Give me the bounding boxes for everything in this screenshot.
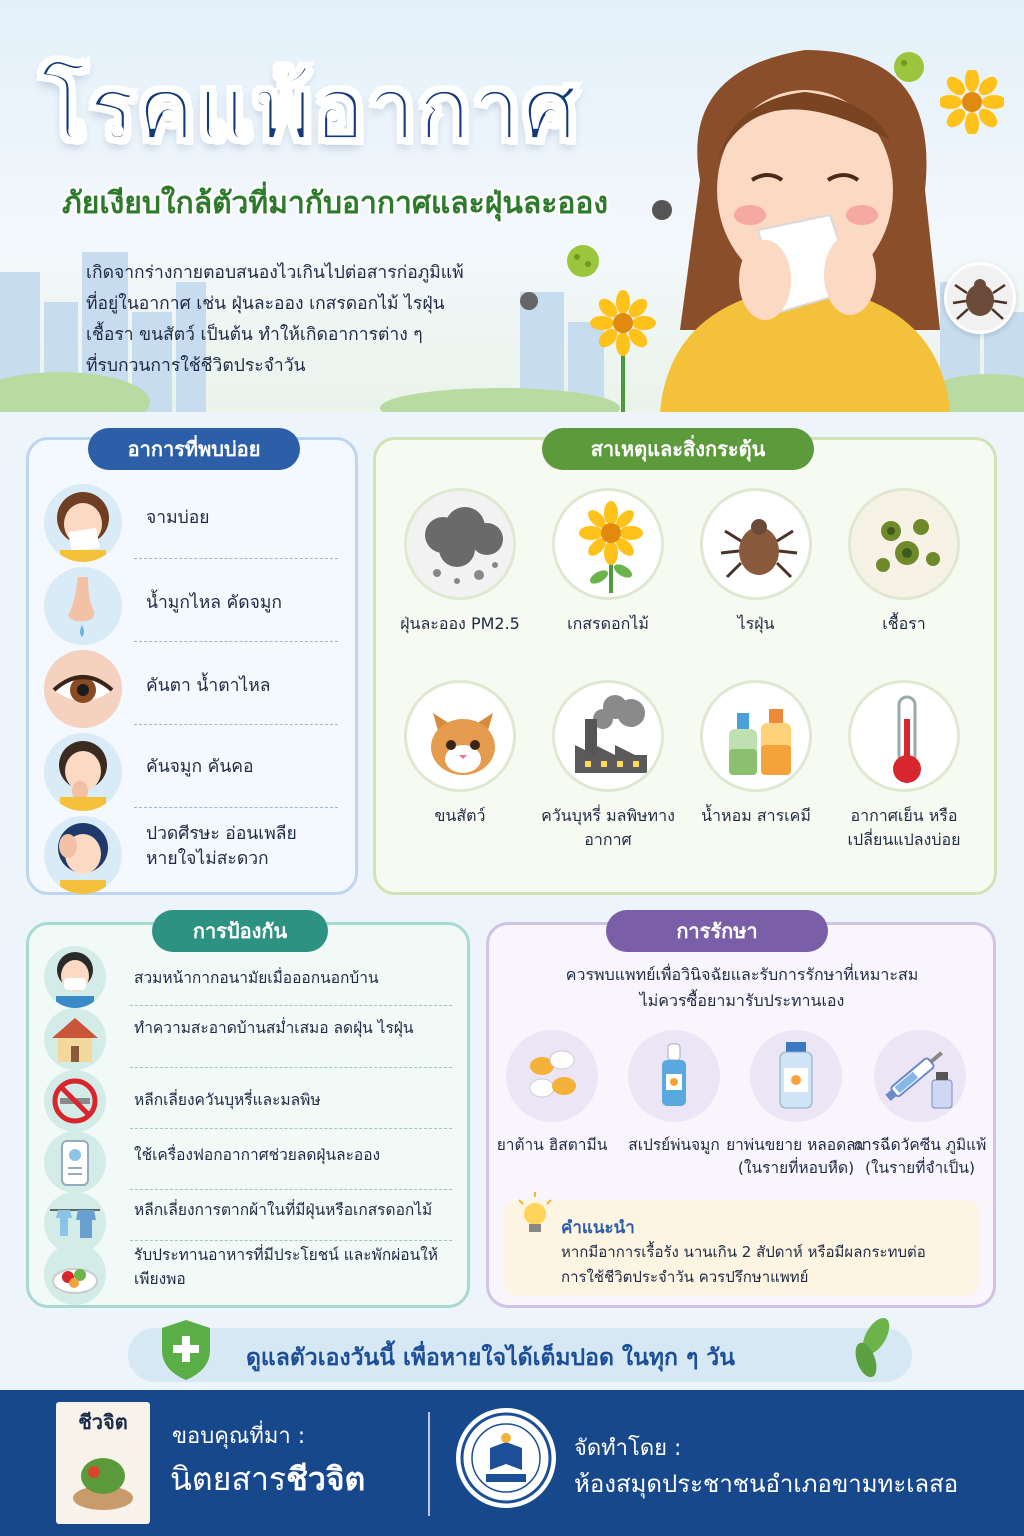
symptom-text: น้ำมูกไหล คัดจมูก: [146, 593, 283, 613]
divider: [130, 1005, 452, 1006]
divider: [134, 558, 338, 559]
sneezing-girl-icon: [44, 484, 122, 562]
perfume-bottles-icon: [700, 680, 812, 792]
treatment-label: สเปรย์พ่นจมูก: [628, 1136, 720, 1154]
thermometer-icon: [848, 680, 960, 792]
magazine-title: ชีวจิต: [78, 1410, 128, 1434]
no-smoking-icon: [44, 1070, 106, 1132]
page-subtitle: ภัยเงียบใกล้ตัวที่มากับอากาศและฝุ่นละออง: [62, 186, 609, 221]
credit-source: [170, 1454, 365, 1505]
treatment-item: [850, 1030, 990, 1180]
advice-title: คำแนะนำ: [561, 1218, 635, 1238]
prevention-text: ทำความสะอาดบ้านสม่ำเสมอ ลดฝุ่น ไรฝุ่น: [134, 1019, 414, 1037]
library-logo: [456, 1408, 556, 1508]
prevention-item: [44, 1070, 456, 1130]
prevention-item: [44, 1243, 456, 1303]
intro-line: เชื้อรา ขนสัตว์ เป็นต้น ทำให้เกิดอาการต่าง ๆ: [86, 325, 423, 345]
divider: [134, 807, 338, 808]
advice-text: [561, 1240, 971, 1290]
prevention-item: [44, 946, 456, 1006]
cause-label: ขนสัตว์: [434, 806, 486, 825]
library-seal-icon: [456, 1408, 556, 1508]
advice-line: การใช้ชีวิตประจำวัน ควรปรึกษาแพทย์: [561, 1268, 809, 1286]
shield-plus-icon: [158, 1318, 214, 1382]
cause-item: [686, 680, 826, 828]
intro-line: เกิดจากร่างกายตอบสนองไวเกินไปต่อสารก่อภูมิแพ้: [86, 263, 464, 283]
organizer-name: ห้องสมุดประชาชนอำเภอขามทะเลสอ: [574, 1470, 959, 1498]
intro-line: ที่รบกวนการใช้ชีวิตประจำวัน: [86, 356, 306, 376]
treatment-label: ยาพ่นขยาย หลอดลม (ในรายที่หอบหืด): [726, 1136, 866, 1177]
divider: [130, 1128, 452, 1129]
vaccine-syringe-icon: [874, 1030, 966, 1122]
footer: [0, 1390, 1024, 1536]
prevention-item: [44, 1131, 456, 1191]
treatment-intro-line: ไม่ควรซื้อยามารับประทานเอง: [639, 991, 845, 1010]
footer-divider: [428, 1412, 430, 1516]
divider: [130, 1067, 452, 1068]
nasal-spray-icon: [628, 1030, 720, 1122]
cause-item: [538, 680, 678, 852]
mold-spores-icon: [848, 488, 960, 600]
air-purifier-icon: [44, 1131, 106, 1193]
advice-line: หากมีอาการเรื้อรัง นานเกิน 2 สัปดาห์ หรือมีผลกระทบต่อ: [561, 1243, 926, 1261]
bronchodilator-icon: [750, 1030, 842, 1122]
cause-item: [390, 680, 530, 828]
cause-label: ฝุ่นละออง PM2.5: [400, 614, 520, 633]
prevention-text: ใช้เครื่องฟอกอากาศช่วยลดฝุ่นละออง: [134, 1146, 381, 1164]
treatment-heading: การรักษา: [606, 910, 828, 952]
prevention-text: รับประทานอาหารที่มีประโยชน์ และพักผ่อนให้เพียงพอ: [134, 1246, 438, 1288]
itchy-throat-icon: [44, 733, 122, 811]
credit-label: ขอบคุณที่มา :: [172, 1424, 306, 1449]
organizer-label: จัดทำโดย :: [574, 1436, 682, 1461]
prevention-heading: การป้องกัน: [152, 910, 328, 952]
leaf-icon: [846, 1314, 902, 1384]
cause-label: ควันบุหรี่ มลพิษทางอากาศ: [541, 806, 675, 849]
dust-mite-badge: [944, 262, 1016, 334]
intro-line: ที่อยู่ในอากาศ เช่น ฝุ่นละออง เกสรดอกไม้ ไรฝุ่น: [86, 294, 445, 314]
treatment-item: [482, 1030, 622, 1157]
face-mask-icon: [44, 946, 106, 1008]
dust-mite-icon: [947, 265, 1013, 331]
causes-heading: สาเหตุและสิ่งกระตุ้น: [542, 428, 814, 470]
symptom-text: จามบ่อย: [146, 508, 210, 528]
credit-prefix: นิตยสาร: [170, 1460, 287, 1498]
cause-item: [834, 680, 974, 852]
factory-smoke-icon: [552, 680, 664, 792]
dust-mite-icon: [700, 488, 812, 600]
magazine-cover-image: [66, 1442, 140, 1518]
pollen-spore-icon: [562, 240, 604, 282]
cause-item: [686, 488, 826, 636]
intro-text: [86, 258, 536, 382]
advice-box: [503, 1200, 979, 1296]
runny-nose-icon: [44, 567, 122, 645]
symptom-item: [40, 644, 340, 726]
dust-cloud-icon: [404, 488, 516, 600]
treatment-intro: [500, 962, 984, 1014]
pollen-flower-icon: [552, 488, 664, 600]
symptom-text: ปวดศีรษะ อ่อนเพลีย หายใจไม่สะดวก: [146, 824, 297, 869]
house-icon: [44, 1008, 106, 1070]
treatment-label: ยาต้าน ฮิสตามีน: [496, 1136, 608, 1154]
symptom-item: [40, 478, 340, 560]
cause-item: [834, 488, 974, 636]
cause-label: ไรฝุ่น: [737, 614, 775, 633]
dust-particle-icon: [518, 290, 540, 312]
cause-label: อากาศเย็น หรือเปลี่ยนแปลงบ่อย: [847, 806, 961, 849]
page-title: โรคแพ้อากาศ: [40, 57, 579, 160]
magazine-cover: [56, 1402, 150, 1524]
cause-label: น้ำหอม สารเคมี: [701, 806, 811, 825]
divider: [130, 1189, 452, 1190]
prevention-text: หลีกเลี่ยงควันบุหรี่และมลพิษ: [134, 1091, 321, 1109]
divider: [130, 1240, 452, 1241]
sneezing-girl-illustration: [640, 30, 970, 412]
itchy-eye-icon: [44, 650, 122, 728]
divider: [134, 641, 338, 642]
cause-label: เชื้อรา: [882, 614, 926, 633]
symptom-item: [40, 561, 340, 643]
slogan-banner: [128, 1328, 912, 1382]
prevention-text: สวมหน้ากากอนามัยเมื่อออกนอกบ้าน: [134, 969, 379, 987]
lightbulb-icon: [515, 1192, 555, 1240]
symptom-item: [40, 727, 340, 809]
antihistamine-pills-icon: [506, 1030, 598, 1122]
treatment-label: การฉีดวัคซีน ภูมิแพ้ (ในรายที่จำเป็น): [853, 1136, 987, 1177]
symptom-text: คันจมูก คันคอ: [146, 757, 254, 777]
cat-icon: [404, 680, 516, 792]
symptoms-heading: อาการที่พบบ่อย: [88, 428, 300, 470]
prevention-text: หลีกเลี่ยงการตากผ้าในที่มีฝุ่นหรือเกสรดอกไม้: [134, 1201, 433, 1219]
hero-banner: [0, 0, 1024, 412]
prevention-item: [44, 1008, 456, 1068]
divider: [134, 724, 338, 725]
treatment-item: [604, 1030, 744, 1157]
symptom-text: คันตา น้ำตาไหล: [146, 676, 271, 696]
cause-item: [390, 488, 530, 636]
treatment-intro-line: ควรพบแพทย์เพื่อวินิจฉัยและรับการรักษาที่เหมาะสม: [565, 965, 919, 984]
cause-label: เกสรดอกไม้: [567, 614, 649, 633]
cause-item: [538, 488, 678, 636]
symptom-item: [40, 810, 340, 892]
slogan-text: ดูแลตัวเองวันนี้ เพื่อหายใจได้เต็มปอด ในทุก ๆ วัน: [246, 1345, 735, 1371]
headache-icon: [44, 816, 122, 894]
treatment-item: [726, 1030, 866, 1180]
healthy-food-icon: [44, 1243, 106, 1305]
credit-brand: ชีวจิต: [286, 1460, 366, 1498]
